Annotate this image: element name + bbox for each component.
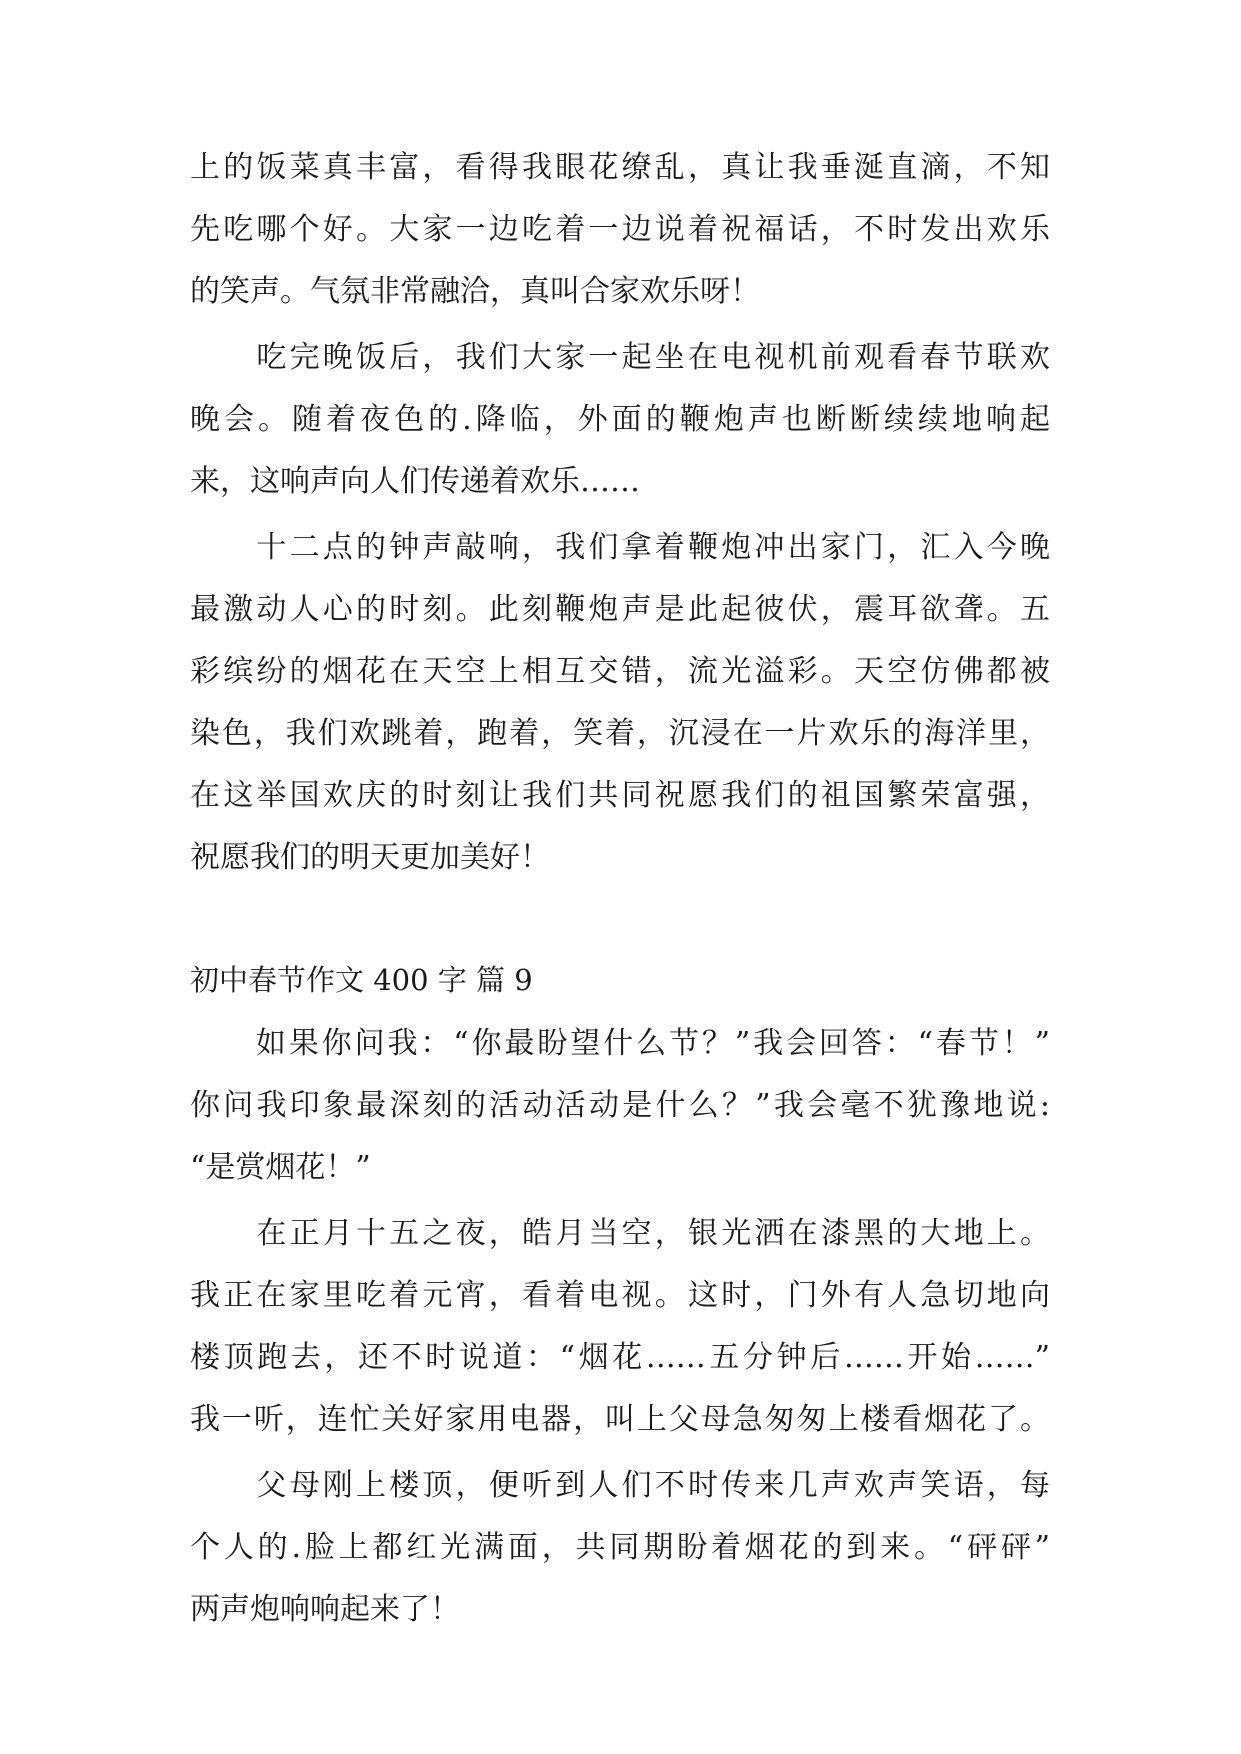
paragraph-line: 两声炮响响起来了！ (190, 1592, 460, 1627)
paragraph-line: 个人的.脸上都红光满面，共同期盼着烟花的到来。“砰砰” (190, 1530, 1050, 1565)
paragraph-line: 祝愿我们的明天更加美好！ (190, 840, 550, 875)
paragraph-line: 十二点的钟声敲响，我们拿着鞭炮冲出家门，汇入今晚 (190, 530, 1050, 565)
paragraph-line: 晚会。随着夜色的.降临，外面的鞭炮声也断断续续地响起 (190, 402, 1050, 437)
paragraph-line: 上的饭菜真丰富，看得我眼花缭乱，真让我垂涎直滴，不知 (190, 150, 1050, 185)
paragraph-line: 我一听，连忙关好家用电器，叫上父母急匆匆上楼看烟花了。 (190, 1402, 1050, 1437)
paragraph-line: 楼顶跑去，还不时说道：“烟花……五分钟后……开始……” (190, 1340, 1050, 1375)
paragraph-line: 在正月十五之夜，皓月当空，银光洒在漆黑的大地上。 (190, 1216, 1050, 1251)
paragraph-line: 来，这响声向人们传递着欢乐…… (190, 464, 640, 499)
paragraph-line: 先吃哪个好。大家一边吃着一边说着祝福话，不时发出欢乐 (190, 212, 1050, 247)
paragraph-line: 你问我印象最深刻的活动活动是什么？”我会毫不犹豫地说: (190, 1088, 1050, 1123)
paragraph-line: 最激动人心的时刻。此刻鞭炮声是此起彼伏，震耳欲聋。五 (190, 592, 1050, 627)
paragraph-line: 在这举国欢庆的时刻让我们共同祝愿我们的祖国繁荣富强， (190, 778, 1050, 813)
section-heading: 初中春节作文 400 字 篇 9 (190, 963, 533, 997)
paragraph-line: 彩缤纷的烟花在天空上相互交错，流光溢彩。天空仿佛都被 (190, 654, 1050, 689)
paragraph-line: 我正在家里吃着元宵，看着电视。这时，门外有人急切地向 (190, 1278, 1050, 1313)
paragraph-line: 父母刚上楼顶，便听到人们不时传来几声欢声笑语，每 (190, 1468, 1050, 1503)
paragraph-line: 如果你问我：“你最盼望什么节？”我会回答：“春节！” (190, 1026, 1050, 1061)
paragraph-line: 吃完晚饭后，我们大家一起坐在电视机前观看春节联欢 (190, 340, 1050, 375)
paragraph-line: 的笑声。气氛非常融洽，真叫合家欢乐呀！ (190, 274, 760, 309)
paragraph-line: “是赏烟花！” (190, 1150, 371, 1185)
paragraph-line: 染色，我们欢跳着，跑着，笑着，沉浸在一片欢乐的海洋里， (190, 716, 1050, 751)
